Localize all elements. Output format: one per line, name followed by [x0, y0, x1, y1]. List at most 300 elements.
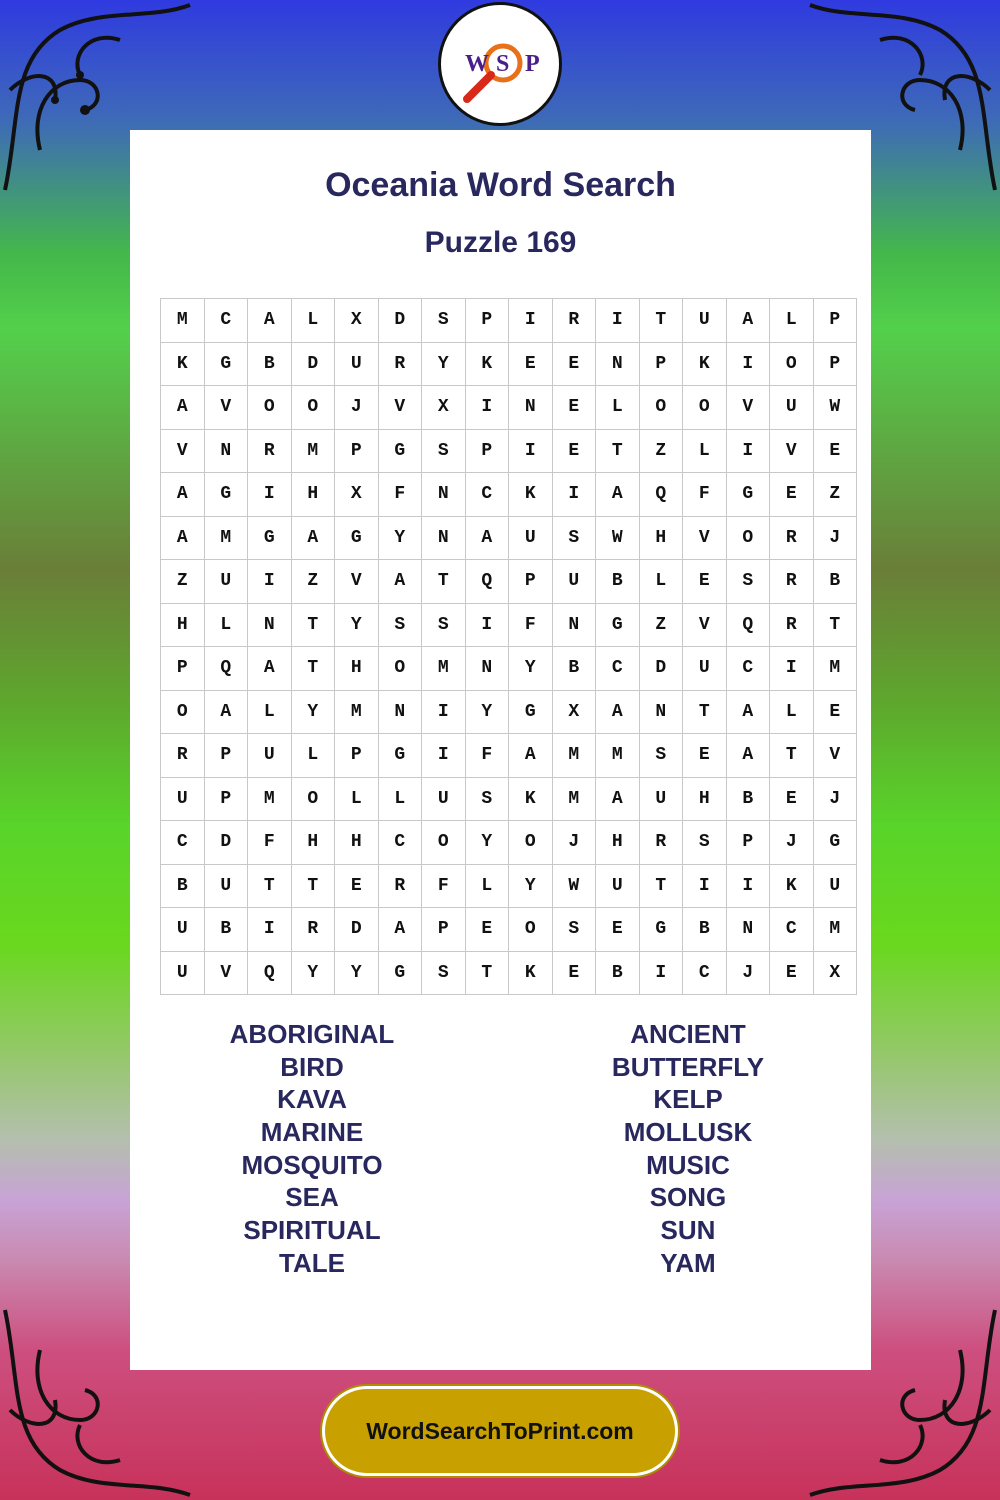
- grid-cell[interactable]: M: [552, 734, 596, 778]
- grid-cell[interactable]: M: [813, 647, 857, 691]
- grid-cell[interactable]: N: [248, 603, 292, 647]
- website-link-button[interactable]: [322, 1386, 678, 1476]
- grid-cell[interactable]: V: [770, 429, 814, 473]
- grid-cell[interactable]: S: [422, 951, 466, 995]
- grid-cell[interactable]: R: [378, 342, 422, 386]
- grid-cell[interactable]: A: [161, 473, 205, 517]
- grid-cell[interactable]: T: [291, 647, 335, 691]
- puzzle-panel: [130, 130, 871, 1370]
- grid-cell[interactable]: K: [509, 951, 553, 995]
- grid-cell[interactable]: C: [726, 647, 770, 691]
- grid-cell[interactable]: M: [204, 516, 248, 560]
- grid-cell[interactable]: I: [422, 690, 466, 734]
- grid-cell[interactable]: A: [161, 386, 205, 430]
- grid-cell[interactable]: S: [726, 560, 770, 604]
- word-list-item: SONG: [649, 1182, 727, 1213]
- grid-cell[interactable]: A: [596, 690, 640, 734]
- grid-cell[interactable]: T: [813, 603, 857, 647]
- grid-cell[interactable]: R: [770, 516, 814, 560]
- grid-cell[interactable]: P: [204, 734, 248, 778]
- grid-cell[interactable]: R: [378, 864, 422, 908]
- grid-cell[interactable]: A: [204, 690, 248, 734]
- grid-cell[interactable]: L: [204, 603, 248, 647]
- grid-cell[interactable]: K: [509, 473, 553, 517]
- grid-cell[interactable]: O: [248, 386, 292, 430]
- grid-cell[interactable]: U: [204, 864, 248, 908]
- grid-cell[interactable]: I: [726, 429, 770, 473]
- grid-cell[interactable]: O: [509, 908, 553, 952]
- grid-cell[interactable]: H: [335, 647, 379, 691]
- grid-cell[interactable]: R: [770, 560, 814, 604]
- word-list-item: MOSQUITO: [241, 1149, 383, 1180]
- grid-cell[interactable]: S: [465, 777, 509, 821]
- grid-row: [161, 821, 857, 865]
- grid-cell[interactable]: Y: [422, 342, 466, 386]
- grid-cell[interactable]: U: [639, 777, 683, 821]
- grid-cell[interactable]: X: [335, 299, 379, 343]
- grid-cell[interactable]: Q: [726, 603, 770, 647]
- grid-cell[interactable]: D: [291, 342, 335, 386]
- grid-cell[interactable]: I: [422, 734, 466, 778]
- grid-cell[interactable]: Y: [335, 951, 379, 995]
- grid-cell[interactable]: S: [552, 908, 596, 952]
- grid-cell[interactable]: G: [378, 429, 422, 473]
- grid-cell[interactable]: H: [161, 603, 205, 647]
- grid-cell[interactable]: U: [509, 516, 553, 560]
- grid-cell[interactable]: N: [422, 473, 466, 517]
- grid-cell[interactable]: E: [770, 777, 814, 821]
- logo-letter-s: S: [496, 51, 510, 77]
- grid-cell[interactable]: K: [770, 864, 814, 908]
- grid-cell[interactable]: G: [726, 473, 770, 517]
- grid-cell[interactable]: A: [378, 560, 422, 604]
- grid-cell[interactable]: U: [335, 342, 379, 386]
- grid-cell[interactable]: O: [509, 821, 553, 865]
- grid-cell[interactable]: A: [596, 777, 640, 821]
- grid-cell[interactable]: I: [552, 473, 596, 517]
- grid-cell[interactable]: E: [335, 864, 379, 908]
- grid-cell[interactable]: C: [596, 647, 640, 691]
- grid-cell[interactable]: X: [552, 690, 596, 734]
- grid-cell[interactable]: D: [639, 647, 683, 691]
- grid-cell[interactable]: Q: [639, 473, 683, 517]
- grid-cell[interactable]: K: [509, 777, 553, 821]
- grid-cell[interactable]: O: [683, 386, 727, 430]
- grid-row: [161, 603, 857, 647]
- grid-cell[interactable]: H: [335, 821, 379, 865]
- grid-cell[interactable]: F: [248, 821, 292, 865]
- grid-cell[interactable]: H: [596, 821, 640, 865]
- grid-cell[interactable]: A: [248, 647, 292, 691]
- grid-cell[interactable]: T: [422, 560, 466, 604]
- word-list-item: BIRD: [280, 1051, 344, 1082]
- grid-cell[interactable]: G: [378, 951, 422, 995]
- grid-cell[interactable]: C: [683, 951, 727, 995]
- word-list-item: KELP: [653, 1084, 723, 1115]
- grid-cell[interactable]: C: [378, 821, 422, 865]
- grid-cell[interactable]: D: [378, 299, 422, 343]
- word-list-item: KAVA: [277, 1084, 347, 1115]
- grid-row: [161, 299, 857, 343]
- grid-cell[interactable]: I: [248, 473, 292, 517]
- grid-cell[interactable]: S: [683, 821, 727, 865]
- grid-cell[interactable]: I: [639, 951, 683, 995]
- grid-cell[interactable]: P: [335, 429, 379, 473]
- grid-cell[interactable]: A: [726, 299, 770, 343]
- grid-cell[interactable]: U: [161, 908, 205, 952]
- grid-cell[interactable]: R: [161, 734, 205, 778]
- grid-cell[interactable]: P: [509, 560, 553, 604]
- grid-cell[interactable]: V: [335, 560, 379, 604]
- grid-cell[interactable]: L: [248, 690, 292, 734]
- grid-cell[interactable]: G: [204, 473, 248, 517]
- grid-cell[interactable]: W: [596, 516, 640, 560]
- grid-cell[interactable]: L: [639, 560, 683, 604]
- grid-cell[interactable]: R: [639, 821, 683, 865]
- grid-cell[interactable]: A: [596, 473, 640, 517]
- grid-row: [161, 516, 857, 560]
- grid-cell[interactable]: Z: [813, 473, 857, 517]
- grid-cell[interactable]: A: [726, 690, 770, 734]
- grid-cell[interactable]: S: [639, 734, 683, 778]
- grid-cell[interactable]: U: [683, 647, 727, 691]
- grid-cell[interactable]: I: [509, 429, 553, 473]
- grid-cell[interactable]: S: [422, 603, 466, 647]
- grid-cell[interactable]: U: [161, 951, 205, 995]
- grid-cell[interactable]: J: [770, 821, 814, 865]
- grid-cell[interactable]: X: [422, 386, 466, 430]
- grid-cell[interactable]: B: [683, 908, 727, 952]
- grid-cell[interactable]: C: [204, 299, 248, 343]
- grid-cell[interactable]: G: [335, 516, 379, 560]
- grid-cell[interactable]: F: [378, 473, 422, 517]
- word-list-item: TALE: [279, 1247, 345, 1278]
- grid-cell[interactable]: O: [161, 690, 205, 734]
- grid-cell[interactable]: I: [248, 908, 292, 952]
- word-list-item: SEA: [285, 1182, 339, 1213]
- grid-cell[interactable]: S: [378, 603, 422, 647]
- word-list-item: ANCIENT: [630, 1019, 746, 1049]
- grid-cell[interactable]: G: [204, 342, 248, 386]
- grid-cell[interactable]: U: [552, 560, 596, 604]
- grid-cell[interactable]: J: [335, 386, 379, 430]
- grid-cell[interactable]: V: [683, 603, 727, 647]
- grid-cell[interactable]: V: [726, 386, 770, 430]
- grid-cell[interactable]: I: [726, 342, 770, 386]
- word-list-item: SPIRITUAL: [243, 1215, 381, 1246]
- grid-row: [161, 647, 857, 691]
- grid-cell[interactable]: Y: [509, 864, 553, 908]
- grid-cell[interactable]: G: [248, 516, 292, 560]
- grid-cell[interactable]: U: [683, 299, 727, 343]
- word-list-item: MUSIC: [646, 1149, 730, 1180]
- grid-cell[interactable]: F: [465, 734, 509, 778]
- grid-cell[interactable]: B: [813, 560, 857, 604]
- grid-cell[interactable]: L: [683, 429, 727, 473]
- grid-cell[interactable]: L: [378, 777, 422, 821]
- grid-cell[interactable]: N: [465, 647, 509, 691]
- grid-cell[interactable]: Y: [291, 690, 335, 734]
- grid-cell[interactable]: B: [248, 342, 292, 386]
- word-list-right: [538, 1018, 838, 1280]
- logo-letter-p: P: [525, 51, 540, 77]
- grid-row: [161, 951, 857, 995]
- grid-row: [161, 473, 857, 517]
- letter-grid: [160, 298, 857, 995]
- puzzle-number: Puzzle 169: [424, 226, 577, 259]
- grid-cell[interactable]: H: [683, 777, 727, 821]
- grid-cell[interactable]: E: [509, 342, 553, 386]
- grid-cell[interactable]: K: [683, 342, 727, 386]
- grid-cell[interactable]: P: [639, 342, 683, 386]
- grid-cell[interactable]: J: [552, 821, 596, 865]
- grid-cell[interactable]: Q: [465, 560, 509, 604]
- grid-cell[interactable]: R: [552, 299, 596, 343]
- grid-row: [161, 429, 857, 473]
- grid-cell[interactable]: P: [465, 429, 509, 473]
- grid-cell[interactable]: M: [248, 777, 292, 821]
- grid-cell[interactable]: R: [248, 429, 292, 473]
- grid-cell[interactable]: E: [552, 951, 596, 995]
- grid-cell[interactable]: N: [552, 603, 596, 647]
- grid-cell[interactable]: G: [813, 821, 857, 865]
- grid-cell[interactable]: L: [596, 386, 640, 430]
- grid-cell[interactable]: U: [204, 560, 248, 604]
- grid-cell[interactable]: J: [726, 951, 770, 995]
- grid-cell[interactable]: P: [813, 342, 857, 386]
- grid-cell[interactable]: B: [596, 951, 640, 995]
- grid-cell[interactable]: U: [596, 864, 640, 908]
- grid-cell[interactable]: U: [770, 386, 814, 430]
- grid-cell[interactable]: Z: [639, 603, 683, 647]
- grid-cell[interactable]: L: [335, 777, 379, 821]
- grid-cell[interactable]: E: [683, 734, 727, 778]
- grid-cell[interactable]: P: [161, 647, 205, 691]
- grid-cell[interactable]: N: [422, 516, 466, 560]
- grid-cell[interactable]: P: [465, 299, 509, 343]
- grid-row: [161, 690, 857, 734]
- grid-cell[interactable]: L: [770, 690, 814, 734]
- grid-cell[interactable]: V: [683, 516, 727, 560]
- grid-cell[interactable]: U: [161, 777, 205, 821]
- grid-cell[interactable]: J: [813, 777, 857, 821]
- grid-cell[interactable]: T: [248, 864, 292, 908]
- grid-cell[interactable]: G: [596, 603, 640, 647]
- grid-cell[interactable]: J: [813, 516, 857, 560]
- grid-cell[interactable]: A: [726, 734, 770, 778]
- grid-cell[interactable]: O: [770, 342, 814, 386]
- grid-cell[interactable]: G: [378, 734, 422, 778]
- grid-cell[interactable]: F: [683, 473, 727, 517]
- grid-cell[interactable]: I: [509, 299, 553, 343]
- logo-letter-w: W: [465, 51, 489, 77]
- grid-cell[interactable]: P: [335, 734, 379, 778]
- grid-cell[interactable]: G: [509, 690, 553, 734]
- grid-cell[interactable]: O: [726, 516, 770, 560]
- grid-row: [161, 777, 857, 821]
- grid-cell[interactable]: O: [291, 386, 335, 430]
- grid-cell[interactable]: W: [552, 864, 596, 908]
- grid-cell[interactable]: X: [335, 473, 379, 517]
- grid-cell[interactable]: Z: [639, 429, 683, 473]
- grid-cell[interactable]: N: [509, 386, 553, 430]
- grid-cell[interactable]: E: [683, 560, 727, 604]
- grid-cell[interactable]: F: [509, 603, 553, 647]
- grid-cell[interactable]: N: [378, 690, 422, 734]
- grid-cell[interactable]: E: [770, 951, 814, 995]
- grid-cell[interactable]: R: [291, 908, 335, 952]
- magnifier-logo-icon: [441, 5, 559, 123]
- grid-cell[interactable]: S: [552, 516, 596, 560]
- grid-cell[interactable]: Y: [378, 516, 422, 560]
- grid-cell[interactable]: K: [161, 342, 205, 386]
- grid-cell[interactable]: Y: [465, 821, 509, 865]
- grid-cell[interactable]: I: [770, 647, 814, 691]
- grid-cell[interactable]: T: [770, 734, 814, 778]
- grid-cell[interactable]: U: [422, 777, 466, 821]
- grid-cell[interactable]: X: [813, 951, 857, 995]
- grid-cell[interactable]: V: [813, 734, 857, 778]
- grid-cell[interactable]: M: [291, 429, 335, 473]
- grid-cell[interactable]: M: [161, 299, 205, 343]
- grid-cell[interactable]: D: [204, 821, 248, 865]
- grid-cell[interactable]: E: [813, 690, 857, 734]
- grid-cell[interactable]: V: [204, 386, 248, 430]
- word-list-item: SUN: [660, 1215, 716, 1246]
- grid-cell[interactable]: T: [291, 603, 335, 647]
- grid-cell[interactable]: T: [465, 951, 509, 995]
- website-link-label: WordSearchToPrint.com: [366, 1417, 634, 1444]
- grid-cell[interactable]: K: [465, 342, 509, 386]
- grid-cell[interactable]: E: [596, 908, 640, 952]
- grid-cell[interactable]: M: [422, 647, 466, 691]
- grid-cell[interactable]: D: [335, 908, 379, 952]
- grid-cell[interactable]: A: [161, 516, 205, 560]
- grid-cell[interactable]: S: [422, 299, 466, 343]
- grid-row: [161, 560, 857, 604]
- grid-cell[interactable]: Z: [161, 560, 205, 604]
- grid-cell[interactable]: A: [465, 516, 509, 560]
- grid-cell[interactable]: T: [291, 864, 335, 908]
- grid-cell[interactable]: F: [422, 864, 466, 908]
- word-list-left: [162, 1018, 462, 1280]
- grid-cell[interactable]: I: [726, 864, 770, 908]
- grid-cell[interactable]: M: [335, 690, 379, 734]
- grid-row: [161, 342, 857, 386]
- grid-cell[interactable]: N: [596, 342, 640, 386]
- grid-cell[interactable]: L: [465, 864, 509, 908]
- grid-cell[interactable]: C: [161, 821, 205, 865]
- grid-row: [161, 386, 857, 430]
- grid-cell[interactable]: B: [161, 864, 205, 908]
- grid-cell[interactable]: E: [770, 473, 814, 517]
- grid-cell[interactable]: N: [726, 908, 770, 952]
- grid-cell[interactable]: E: [552, 342, 596, 386]
- grid-cell[interactable]: T: [683, 690, 727, 734]
- grid-cell[interactable]: O: [378, 647, 422, 691]
- page-title: Oceania Word Search: [325, 166, 676, 204]
- grid-cell[interactable]: H: [639, 516, 683, 560]
- grid-cell[interactable]: U: [248, 734, 292, 778]
- grid-cell[interactable]: T: [639, 299, 683, 343]
- grid-cell[interactable]: I: [465, 386, 509, 430]
- grid-cell[interactable]: G: [639, 908, 683, 952]
- grid-cell[interactable]: Q: [204, 647, 248, 691]
- grid-cell[interactable]: E: [552, 386, 596, 430]
- grid-cell[interactable]: O: [639, 386, 683, 430]
- grid-cell[interactable]: P: [422, 908, 466, 952]
- grid-row: [161, 864, 857, 908]
- grid-cell[interactable]: A: [378, 908, 422, 952]
- grid-cell[interactable]: L: [770, 299, 814, 343]
- grid-cell[interactable]: C: [465, 473, 509, 517]
- word-list-item: YAM: [660, 1247, 716, 1278]
- site-logo[interactable]: [438, 2, 562, 126]
- grid-cell[interactable]: T: [596, 429, 640, 473]
- grid-cell[interactable]: Y: [465, 690, 509, 734]
- grid-cell[interactable]: I: [683, 864, 727, 908]
- grid-cell[interactable]: V: [378, 386, 422, 430]
- grid-cell[interactable]: T: [639, 864, 683, 908]
- grid-cell[interactable]: P: [726, 821, 770, 865]
- grid-cell[interactable]: M: [596, 734, 640, 778]
- grid-cell[interactable]: O: [422, 821, 466, 865]
- grid-row: [161, 908, 857, 952]
- word-list-item: ABORIGINAL: [229, 1019, 395, 1049]
- grid-cell[interactable]: Z: [291, 560, 335, 604]
- grid-cell[interactable]: I: [596, 299, 640, 343]
- grid-cell[interactable]: E: [465, 908, 509, 952]
- grid-cell[interactable]: U: [813, 864, 857, 908]
- grid-cell[interactable]: V: [204, 951, 248, 995]
- grid-cell[interactable]: N: [204, 429, 248, 473]
- grid-cell[interactable]: I: [465, 603, 509, 647]
- grid-cell[interactable]: O: [291, 777, 335, 821]
- grid-cell[interactable]: C: [770, 908, 814, 952]
- grid-cell[interactable]: E: [552, 429, 596, 473]
- grid-cell[interactable]: Q: [248, 951, 292, 995]
- grid-cell[interactable]: A: [291, 516, 335, 560]
- grid-cell[interactable]: A: [509, 734, 553, 778]
- grid-cell[interactable]: I: [248, 560, 292, 604]
- grid-cell[interactable]: P: [813, 299, 857, 343]
- grid-cell[interactable]: S: [422, 429, 466, 473]
- grid-cell[interactable]: L: [291, 734, 335, 778]
- grid-cell[interactable]: B: [204, 908, 248, 952]
- grid-row: [161, 734, 857, 778]
- grid-cell[interactable]: M: [552, 777, 596, 821]
- word-list-item: MARINE: [260, 1117, 364, 1148]
- grid-cell[interactable]: L: [291, 299, 335, 343]
- grid-cell[interactable]: B: [596, 560, 640, 604]
- grid-cell[interactable]: B: [552, 647, 596, 691]
- grid-cell[interactable]: V: [161, 429, 205, 473]
- grid-cell[interactable]: H: [291, 821, 335, 865]
- grid-cell[interactable]: H: [291, 473, 335, 517]
- grid-cell[interactable]: W: [813, 386, 857, 430]
- grid-cell[interactable]: Y: [509, 647, 553, 691]
- grid-cell[interactable]: B: [726, 777, 770, 821]
- grid-cell[interactable]: P: [204, 777, 248, 821]
- grid-cell[interactable]: N: [639, 690, 683, 734]
- grid-cell[interactable]: R: [770, 603, 814, 647]
- grid-cell[interactable]: Y: [335, 603, 379, 647]
- grid-cell[interactable]: M: [813, 908, 857, 952]
- grid-cell[interactable]: Y: [291, 951, 335, 995]
- grid-cell[interactable]: E: [813, 429, 857, 473]
- word-list-item: MOLLUSK: [623, 1117, 753, 1148]
- grid-cell[interactable]: A: [248, 299, 292, 343]
